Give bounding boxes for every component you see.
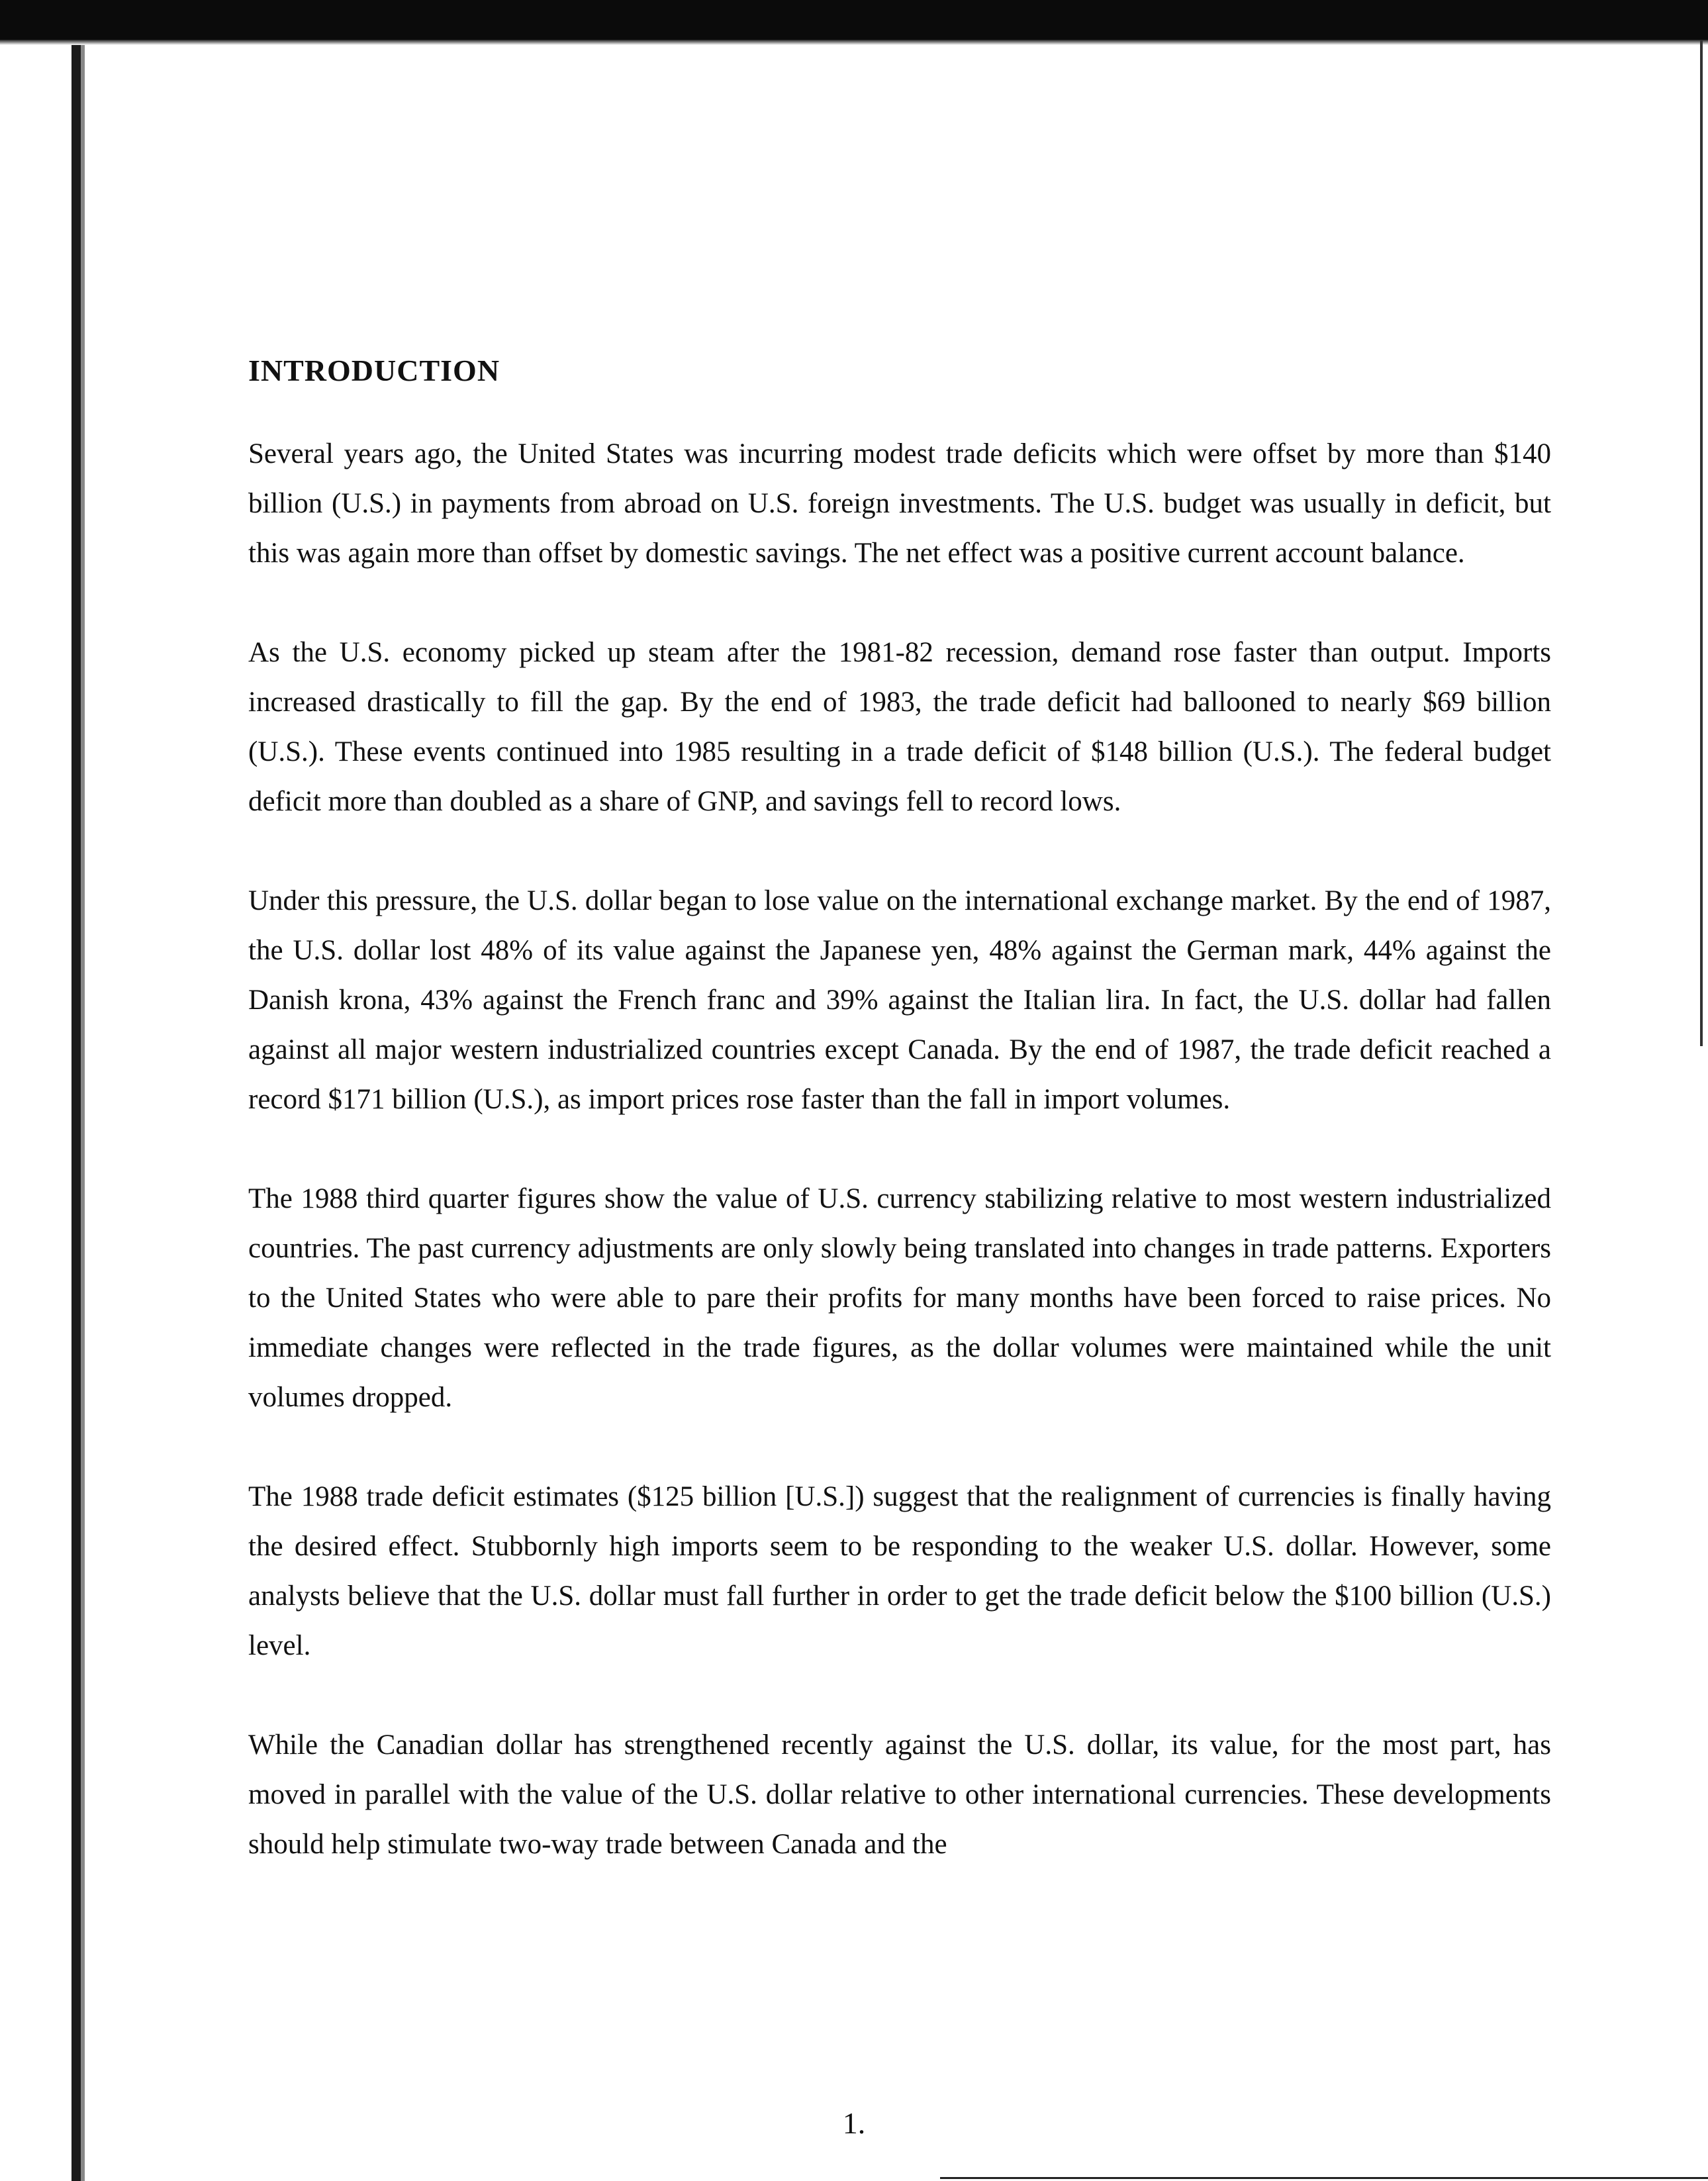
scan-top-border	[0, 0, 1708, 40]
document-body	[248, 344, 1551, 1919]
section-heading: INTRODUCTION	[248, 354, 500, 387]
paragraph-3: Under this pressure, the U.S. dollar began to lose value on the international exchange market. By the end of 1987, the U.S. dollar lost 48% of its value against the Japanese yen, 48% against the German mark, 44% against the Danish krona, 43% against the French franc and 39% against the Italian lira. In fact, the U.S. dollar had fallen against all major western industrialized countries except Canada. By the end of 1987, the trade deficit reached a record $171 billion (U.S.), as import prices rose faster than the fall in import volumes.	[248, 885, 1551, 1115]
scan-binding-edge	[71, 45, 81, 2181]
scan-binding-shadow	[81, 45, 85, 2181]
scan-right-edge	[1700, 40, 1703, 1046]
paragraph-2: As the U.S. economy picked up steam after the 1981-82 recession, demand rose faster than output. Imports increased drastically to fill the gap. By the end of 1983, the trade deficit had ballooned to nearly $69 billion (U.S.). These events continued into 1985 resulting in a trade deficit of $148 billion (U.S.). The federal budget deficit more than doubled as a share of GNP, and savings fell to record lows.	[248, 637, 1551, 817]
paragraph-1: Several years ago, the United States was incurring modest trade deficits which were offset by more than $140 billion (U.S.) in payments from abroad on U.S. foreign investments. The U.S. budget was usually in deficit, but this was again more than offset by domestic savings. The net effect was a positive current account balance.	[248, 438, 1551, 569]
paragraph-5: The 1988 trade deficit estimates ($125 billion [U.S.]) suggest that the realignment of currencies is finally having the desired effect. Stubbornly high imports seem to be responding to the weaker U.S. dollar. However, some analysts believe that the U.S. dollar must fall further in order to get the trade deficit below the $100 billion (U.S.) level.	[248, 1481, 1551, 1661]
scan-bottom-edge	[940, 2177, 1708, 2179]
paragraph-6: While the Canadian dollar has strengthened recently against the U.S. dollar, its value, for the most part, has moved in parallel with the value of the U.S. dollar relative to other international currencies. These developments should help stimulate two-way trade between Canada and the	[248, 1729, 1551, 1860]
page-number: 1.	[842, 2106, 866, 2140]
paragraph-4: The 1988 third quarter figures show the value of U.S. currency stabilizing relative to most western industrialized countries. The past currency adjustments are only slowly being translated into changes in trade patterns. Exporters to the United States who were able to pare their profits for many months have been forced to raise prices. No immediate changes were reflected in the trade figures, as the dollar volumes were maintained while the unit volumes dropped.	[248, 1183, 1551, 1413]
scan-top-shadow	[0, 40, 1708, 45]
